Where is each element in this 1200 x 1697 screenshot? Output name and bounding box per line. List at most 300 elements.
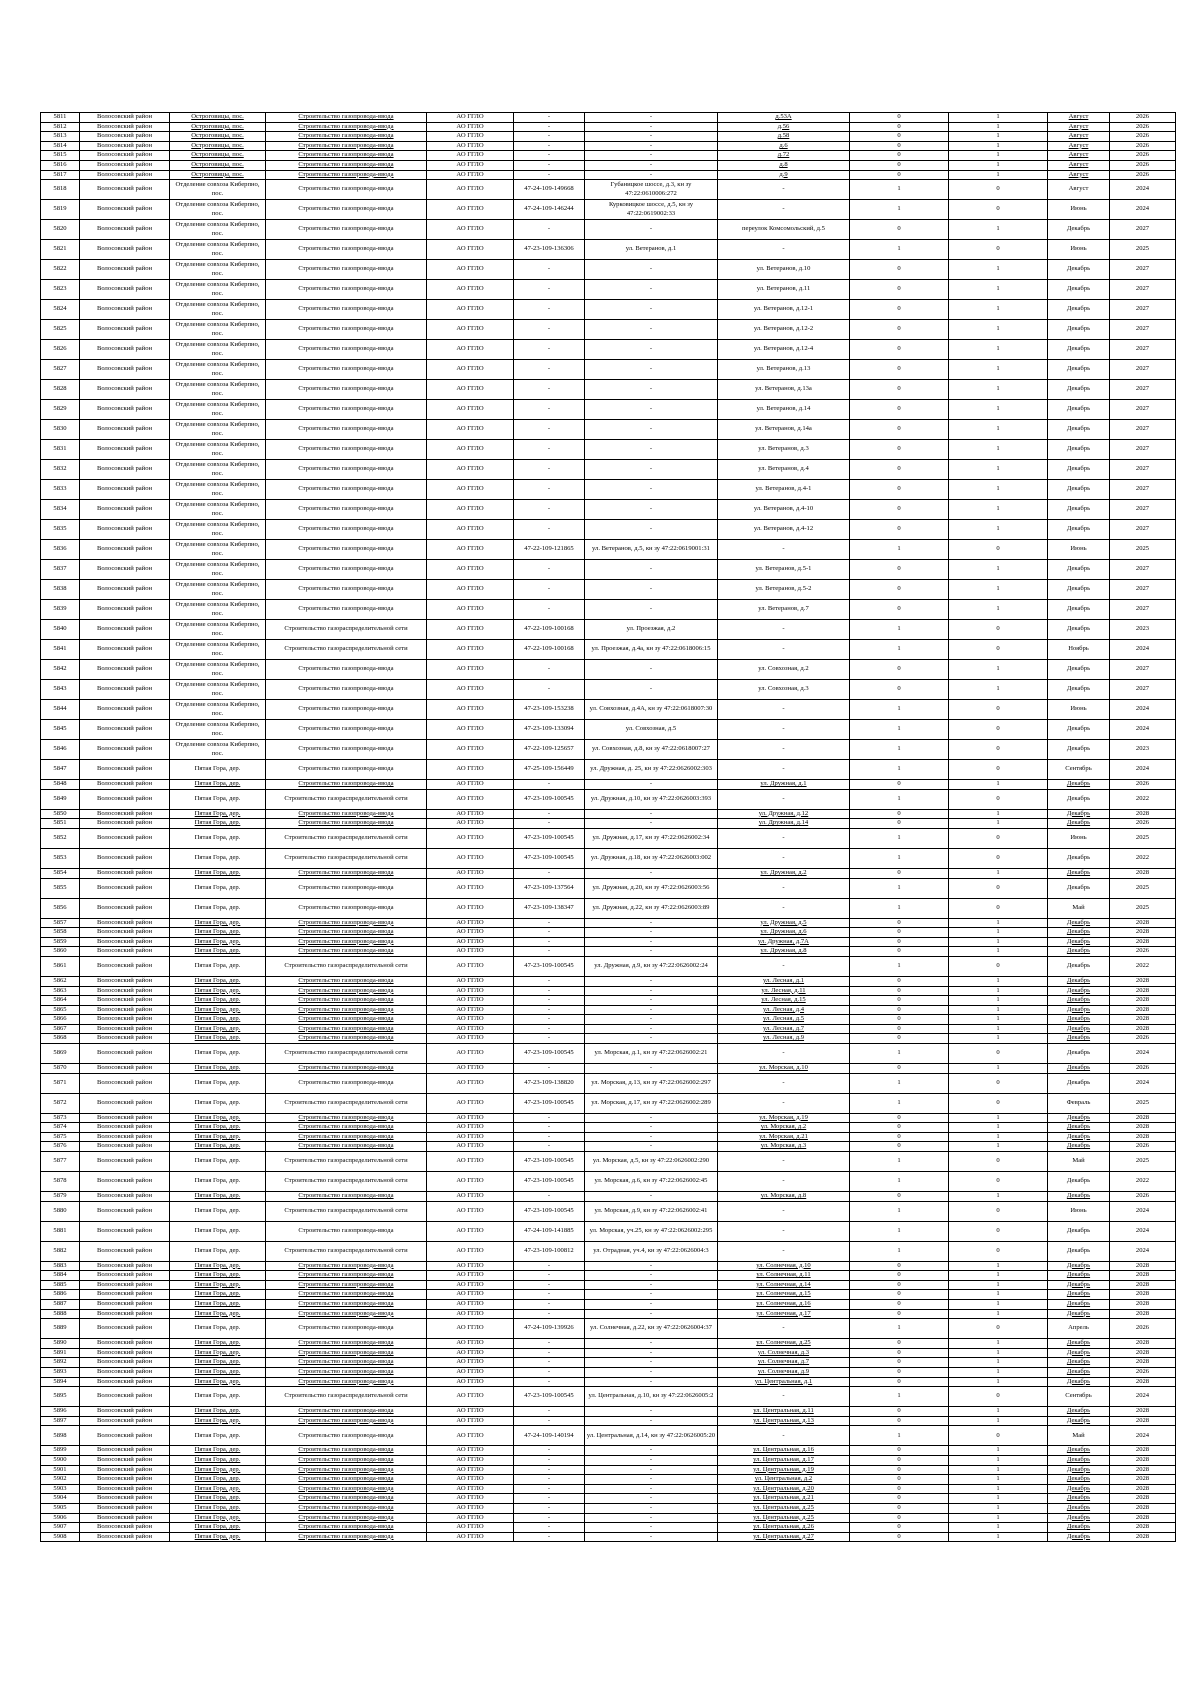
planned-flag-cell: 1 xyxy=(949,1416,1048,1426)
planned-flag-cell: 1 xyxy=(949,320,1048,340)
work-type-cell: Строительство газопровода-ввода xyxy=(266,1142,427,1152)
planned-address-cell: д.58 xyxy=(718,132,850,142)
month-cell: Декабрь xyxy=(1048,996,1110,1006)
organization-cell: АО ГГЛО xyxy=(427,260,514,280)
connected-flag-cell: 0 xyxy=(850,1034,949,1044)
table-row xyxy=(41,260,1176,280)
table-row xyxy=(41,868,1176,878)
month-cell: Декабрь xyxy=(1048,620,1110,640)
table-row xyxy=(41,440,1176,460)
planned-flag-cell: 1 xyxy=(949,1024,1048,1034)
district-cell: Волосовский район xyxy=(80,898,170,918)
connected-flag-cell: 1 xyxy=(850,1152,949,1172)
planned-address-cell: ул. Центральная, д.16 xyxy=(718,1446,850,1456)
district-cell: Волосовский район xyxy=(80,1123,170,1133)
connected-address-cell: - xyxy=(585,1132,718,1142)
connected-flag-cell: 0 xyxy=(850,1494,949,1504)
connected-address-cell: - xyxy=(585,1377,718,1387)
table-row xyxy=(41,220,1176,240)
application-number-cell: 47-23-109-100545 xyxy=(514,1093,585,1113)
organization-cell: АО ГГЛО xyxy=(427,180,514,200)
connected-address-cell: ул. Морская, уч.25, кн зу 47:22:0626002:295 xyxy=(585,1221,718,1241)
organization-cell: АО ГГЛО xyxy=(427,1407,514,1417)
connected-flag-cell: 1 xyxy=(850,700,949,720)
month-cell: Июнь xyxy=(1048,200,1110,220)
organization-cell: АО ГГЛО xyxy=(427,520,514,540)
row-number-cell: 5827 xyxy=(41,360,80,380)
planned-address-cell: ул. Дружная, д.12 xyxy=(718,809,850,819)
row-number-cell: 5822 xyxy=(41,260,80,280)
month-cell: Декабрь xyxy=(1048,1172,1110,1192)
planned-address-cell: - xyxy=(718,1221,850,1241)
organization-cell: АО ГГЛО xyxy=(427,1426,514,1446)
planned-address-cell: - xyxy=(718,1073,850,1093)
application-number-cell: - xyxy=(514,1503,585,1513)
year-cell: 2025 xyxy=(1110,898,1176,918)
application-number-cell: 47-23-109-138347 xyxy=(514,898,585,918)
organization-cell: АО ГГЛО xyxy=(427,1172,514,1192)
table-row xyxy=(41,986,1176,996)
settlement-cell: Пятая Гора, дер. xyxy=(170,976,266,986)
organization-cell: АО ГГЛО xyxy=(427,1201,514,1221)
settlement-cell: Пятая Гора, дер. xyxy=(170,1348,266,1358)
planned-address-cell: - xyxy=(718,1319,850,1339)
row-number-cell: 5817 xyxy=(41,170,80,180)
application-number-cell: - xyxy=(514,1416,585,1426)
district-cell: Волосовский район xyxy=(80,1093,170,1113)
month-cell: Декабрь xyxy=(1048,380,1110,400)
organization-cell: АО ГГЛО xyxy=(427,848,514,868)
table-row xyxy=(41,240,1176,260)
application-number-cell: - xyxy=(514,976,585,986)
application-number-cell: - xyxy=(514,1484,585,1494)
table-row xyxy=(41,113,1176,123)
district-cell: Волосовский район xyxy=(80,151,170,161)
month-cell: Декабрь xyxy=(1048,1064,1110,1074)
connected-address-cell: - xyxy=(585,1015,718,1025)
application-number-cell: - xyxy=(514,480,585,500)
month-cell: Июнь xyxy=(1048,540,1110,560)
application-number-cell: - xyxy=(514,1475,585,1485)
connected-flag-cell: 0 xyxy=(850,1407,949,1417)
settlement-cell: Пятая Гора, дер. xyxy=(170,956,266,976)
work-type-cell: Строительство газораспределительной сети xyxy=(266,640,427,660)
connected-address-cell: - xyxy=(585,170,718,180)
application-number-cell: - xyxy=(514,680,585,700)
settlement-cell: Пятая Гора, дер. xyxy=(170,1073,266,1093)
year-cell: 2026 xyxy=(1110,132,1176,142)
planned-flag-cell: 1 xyxy=(949,1192,1048,1202)
planned-address-cell: ул. Лесная, д.7 xyxy=(718,1024,850,1034)
planned-flag-cell: 1 xyxy=(949,1132,1048,1142)
connected-address-cell: ул. Дружная, д.17, кн зу 47:22:0626002:34 xyxy=(585,828,718,848)
organization-cell: АО ГГЛО xyxy=(427,868,514,878)
settlement-cell: Пятая Гора, дер. xyxy=(170,1446,266,1456)
district-cell: Волосовский район xyxy=(80,1426,170,1446)
connected-flag-cell: 0 xyxy=(850,113,949,123)
connected-flag-cell: 1 xyxy=(850,828,949,848)
row-number-cell: 5856 xyxy=(41,898,80,918)
settlement-cell: Пятая Гора, дер. xyxy=(170,1113,266,1123)
connected-flag-cell: 0 xyxy=(850,420,949,440)
application-number-cell: - xyxy=(514,1024,585,1034)
work-type-cell: Строительство газопровода-ввода xyxy=(266,928,427,938)
year-cell: 2028 xyxy=(1110,1377,1176,1387)
district-cell: Волосовский район xyxy=(80,240,170,260)
month-cell: Декабрь xyxy=(1048,1024,1110,1034)
year-cell: 2024 xyxy=(1110,720,1176,740)
connected-flag-cell: 0 xyxy=(850,1309,949,1319)
planned-flag-cell: 1 xyxy=(949,300,1048,320)
month-cell: Декабрь xyxy=(1048,986,1110,996)
connected-address-cell: ул. Дружная, д.18, кн зу 47:22:0626003:002 xyxy=(585,848,718,868)
table-row xyxy=(41,928,1176,938)
connected-flag-cell: 1 xyxy=(850,1093,949,1113)
year-cell: 2026 xyxy=(1110,1319,1176,1339)
connected-address-cell: ул. Морская, д.5, кн зу 47:22:0626002:290 xyxy=(585,1152,718,1172)
connected-address-cell: - xyxy=(585,141,718,151)
organization-cell: АО ГГЛО xyxy=(427,918,514,928)
work-type-cell: Строительство газораспределительной сети xyxy=(266,1172,427,1192)
connected-flag-cell: 0 xyxy=(850,300,949,320)
row-number-cell: 5901 xyxy=(41,1465,80,1475)
work-type-cell: Строительство газопровода-ввода xyxy=(266,1280,427,1290)
planned-flag-cell: 1 xyxy=(949,420,1048,440)
organization-cell: АО ГГЛО xyxy=(427,620,514,640)
district-cell: Волосовский район xyxy=(80,828,170,848)
settlement-cell: Отделение совхоза Киберпно, пос. xyxy=(170,420,266,440)
settlement-cell: Пятая Гора, дер. xyxy=(170,1387,266,1407)
application-number-cell: - xyxy=(514,320,585,340)
planned-address-cell: ул. Лесная, д.15 xyxy=(718,996,850,1006)
connected-flag-cell: 0 xyxy=(850,380,949,400)
application-number-cell: 47-23-109-100545 xyxy=(514,956,585,976)
application-number-cell: - xyxy=(514,1513,585,1523)
month-cell: Декабрь xyxy=(1048,878,1110,898)
connected-flag-cell: 0 xyxy=(850,1455,949,1465)
table-row xyxy=(41,122,1176,132)
connected-address-cell: ул. Центральная, д.10, кн зу 47:22:0626005:2 xyxy=(585,1387,718,1407)
row-number-cell: 5870 xyxy=(41,1064,80,1074)
work-type-cell: Строительство газопровода-ввода xyxy=(266,1494,427,1504)
planned-flag-cell: 1 xyxy=(949,560,1048,580)
organization-cell: АО ГГЛО xyxy=(427,1064,514,1074)
connected-address-cell: - xyxy=(585,560,718,580)
table-row xyxy=(41,1446,1176,1456)
district-cell: Волосовский район xyxy=(80,1455,170,1465)
organization-cell: АО ГГЛО xyxy=(427,956,514,976)
planned-address-cell: ул. Лесная, д.1 xyxy=(718,976,850,986)
planned-address-cell: - xyxy=(718,640,850,660)
table-row xyxy=(41,660,1176,680)
district-cell: Волосовский район xyxy=(80,260,170,280)
application-number-cell: 47-23-109-100545 xyxy=(514,1201,585,1221)
organization-cell: АО ГГЛО xyxy=(427,928,514,938)
connected-address-cell: - xyxy=(585,1123,718,1133)
table-row xyxy=(41,280,1176,300)
connected-address-cell: - xyxy=(585,1280,718,1290)
work-type-cell: Строительство газопровода-ввода xyxy=(266,660,427,680)
district-cell: Волосовский район xyxy=(80,220,170,240)
connected-address-cell: ул. Проезжая, д.2 xyxy=(585,620,718,640)
connected-flag-cell: 0 xyxy=(850,480,949,500)
planned-flag-cell: 0 xyxy=(949,1426,1048,1446)
settlement-cell: Пятая Гора, дер. xyxy=(170,918,266,928)
district-cell: Волосовский район xyxy=(80,1172,170,1192)
work-type-cell: Строительство газораспределительной сети xyxy=(266,956,427,976)
settlement-cell: Пятая Гора, дер. xyxy=(170,1015,266,1025)
connected-address-cell: - xyxy=(585,928,718,938)
connected-flag-cell: 0 xyxy=(850,1367,949,1377)
planned-address-cell: д.56 xyxy=(718,122,850,132)
connected-flag-cell: 0 xyxy=(850,996,949,1006)
year-cell: 2028 xyxy=(1110,986,1176,996)
connected-address-cell: ул. Морская, д.1, кн зу 47:22:0626002:21 xyxy=(585,1044,718,1064)
settlement-cell: Остроговицы, пос. xyxy=(170,122,266,132)
connected-flag-cell: 0 xyxy=(850,1192,949,1202)
planned-flag-cell: 1 xyxy=(949,976,1048,986)
work-type-cell: Строительство газопровода-ввода xyxy=(266,1446,427,1456)
month-cell: Декабрь xyxy=(1048,1044,1110,1064)
connected-address-cell: - xyxy=(585,1407,718,1417)
district-cell: Волосовский район xyxy=(80,976,170,986)
work-type-cell: Строительство газопровода-ввода xyxy=(266,780,427,790)
connected-address-cell: - xyxy=(585,460,718,480)
planned-address-cell: - xyxy=(718,1387,850,1407)
planned-address-cell: - xyxy=(718,898,850,918)
organization-cell: АО ГГЛО xyxy=(427,1044,514,1064)
planned-flag-cell: 1 xyxy=(949,996,1048,1006)
connected-flag-cell: 0 xyxy=(850,1271,949,1281)
organization-cell: АО ГГЛО xyxy=(427,986,514,996)
connected-address-cell: ул. Морская, д.13, кн зу 47:22:0626002:297 xyxy=(585,1073,718,1093)
connected-address-cell: - xyxy=(585,132,718,142)
month-cell: Апрель xyxy=(1048,1319,1110,1339)
application-number-cell: 47-23-109-100545 xyxy=(514,828,585,848)
district-cell: Волосовский район xyxy=(80,947,170,957)
row-number-cell: 5899 xyxy=(41,1446,80,1456)
planned-flag-cell: 1 xyxy=(949,928,1048,938)
connected-flag-cell: 0 xyxy=(850,660,949,680)
month-cell: Декабрь xyxy=(1048,480,1110,500)
organization-cell: АО ГГЛО xyxy=(427,789,514,809)
month-cell: Декабрь xyxy=(1048,660,1110,680)
table-row xyxy=(41,937,1176,947)
district-cell: Волосовский район xyxy=(80,620,170,640)
row-number-cell: 5890 xyxy=(41,1339,80,1349)
planned-flag-cell: 1 xyxy=(949,1271,1048,1281)
district-cell: Волосовский район xyxy=(80,1044,170,1064)
planned-address-cell: ул. Центральная, д.21 xyxy=(718,1494,850,1504)
planned-address-cell: ул. Дружная, д.14 xyxy=(718,819,850,829)
year-cell: 2026 xyxy=(1110,1192,1176,1202)
organization-cell: АО ГГЛО xyxy=(427,898,514,918)
connected-flag-cell: 0 xyxy=(850,1261,949,1271)
year-cell: 2028 xyxy=(1110,1484,1176,1494)
settlement-cell: Отделение совхоза Киберпно, пос. xyxy=(170,280,266,300)
settlement-cell: Остроговицы, пос. xyxy=(170,132,266,142)
connected-address-cell: - xyxy=(585,380,718,400)
settlement-cell: Пятая Гора, дер. xyxy=(170,1201,266,1221)
planned-address-cell: - xyxy=(718,828,850,848)
table-row xyxy=(41,1407,1176,1417)
planned-flag-cell: 0 xyxy=(949,760,1048,780)
work-type-cell: Строительство газопровода-ввода xyxy=(266,141,427,151)
connected-address-cell: - xyxy=(585,1339,718,1349)
planned-address-cell: ул. Центральная, д.11 xyxy=(718,1407,850,1417)
work-type-cell: Строительство газопровода-ввода xyxy=(266,1015,427,1025)
settlement-cell: Пятая Гора, дер. xyxy=(170,1367,266,1377)
row-number-cell: 5889 xyxy=(41,1319,80,1339)
planned-address-cell: ул. Центральная, д.25 xyxy=(718,1513,850,1523)
year-cell: 2025 xyxy=(1110,828,1176,848)
settlement-cell: Пятая Гора, дер. xyxy=(170,1271,266,1281)
row-number-cell: 5902 xyxy=(41,1475,80,1485)
planned-address-cell: - xyxy=(718,1093,850,1113)
connected-address-cell: - xyxy=(585,680,718,700)
connected-flag-cell: 0 xyxy=(850,780,949,790)
table-row xyxy=(41,300,1176,320)
connected-flag-cell: 0 xyxy=(850,918,949,928)
planned-address-cell: д.72 xyxy=(718,151,850,161)
organization-cell: АО ГГЛО xyxy=(427,996,514,1006)
organization-cell: АО ГГЛО xyxy=(427,1465,514,1475)
planned-flag-cell: 1 xyxy=(949,132,1048,142)
planned-flag-cell: 0 xyxy=(949,540,1048,560)
year-cell: 2028 xyxy=(1110,1113,1176,1123)
district-cell: Волосовский район xyxy=(80,1367,170,1377)
table-row xyxy=(41,170,1176,180)
connected-address-cell: ул. Ветеранов, д.1 xyxy=(585,240,718,260)
connected-address-cell: - xyxy=(585,819,718,829)
planned-flag-cell: 1 xyxy=(949,460,1048,480)
row-number-cell: 5878 xyxy=(41,1172,80,1192)
planned-flag-cell: 1 xyxy=(949,1475,1048,1485)
year-cell: 2028 xyxy=(1110,1024,1176,1034)
connected-flag-cell: 0 xyxy=(850,1446,949,1456)
district-cell: Волосовский район xyxy=(80,1132,170,1142)
connected-address-cell: - xyxy=(585,113,718,123)
year-cell: 2027 xyxy=(1110,520,1176,540)
connected-address-cell: - xyxy=(585,1300,718,1310)
row-number-cell: 5830 xyxy=(41,420,80,440)
year-cell: 2028 xyxy=(1110,1513,1176,1523)
month-cell: Февраль xyxy=(1048,1093,1110,1113)
district-cell: Волосовский район xyxy=(80,789,170,809)
connected-address-cell: - xyxy=(585,976,718,986)
connected-address-cell: - xyxy=(585,520,718,540)
work-type-cell: Строительство газораспределительной сети xyxy=(266,1152,427,1172)
planned-address-cell: - xyxy=(718,1044,850,1064)
work-type-cell: Строительство газопровода-ввода xyxy=(266,420,427,440)
settlement-cell: Пятая Гора, дер. xyxy=(170,1455,266,1465)
settlement-cell: Остроговицы, пос. xyxy=(170,151,266,161)
application-number-cell: 47-23-109-100545 xyxy=(514,1172,585,1192)
month-cell: Декабрь xyxy=(1048,1348,1110,1358)
district-cell: Волосовский район xyxy=(80,200,170,220)
settlement-cell: Пятая Гора, дер. xyxy=(170,1221,266,1241)
row-number-cell: 5837 xyxy=(41,560,80,580)
organization-cell: АО ГГЛО xyxy=(427,1455,514,1465)
district-cell: Волосовский район xyxy=(80,1201,170,1221)
year-cell: 2028 xyxy=(1110,868,1176,878)
organization-cell: АО ГГЛО xyxy=(427,1005,514,1015)
organization-cell: АО ГГЛО xyxy=(427,400,514,420)
month-cell: Декабрь xyxy=(1048,280,1110,300)
connected-address-cell: - xyxy=(585,1532,718,1542)
connected-flag-cell: 0 xyxy=(850,360,949,380)
settlement-cell: Пятая Гора, дер. xyxy=(170,828,266,848)
district-cell: Волосовский район xyxy=(80,1532,170,1542)
district-cell: Волосовский район xyxy=(80,280,170,300)
district-cell: Волосовский район xyxy=(80,1319,170,1339)
planned-flag-cell: 0 xyxy=(949,700,1048,720)
application-number-cell: - xyxy=(514,1064,585,1074)
district-cell: Волосовский район xyxy=(80,180,170,200)
month-cell: Декабрь xyxy=(1048,580,1110,600)
table-row xyxy=(41,809,1176,819)
organization-cell: АО ГГЛО xyxy=(427,1034,514,1044)
application-number-cell: - xyxy=(514,660,585,680)
planned-address-cell: - xyxy=(718,848,850,868)
planned-flag-cell: 1 xyxy=(949,440,1048,460)
application-number-cell: 47-23-109-138820 xyxy=(514,1073,585,1093)
connected-address-cell: - xyxy=(585,918,718,928)
month-cell: Декабрь xyxy=(1048,360,1110,380)
year-cell: 2026 xyxy=(1110,1142,1176,1152)
application-number-cell: - xyxy=(514,1192,585,1202)
organization-cell: АО ГГЛО xyxy=(427,700,514,720)
work-type-cell: Строительство газораспределительной сети xyxy=(266,1387,427,1407)
connected-address-cell: - xyxy=(585,160,718,170)
connected-address-cell: - xyxy=(585,1113,718,1123)
settlement-cell: Пятая Гора, дер. xyxy=(170,898,266,918)
planned-address-cell: ул. Дружная, д.1 xyxy=(718,780,850,790)
row-number-cell: 5859 xyxy=(41,937,80,947)
organization-cell: АО ГГЛО xyxy=(427,1221,514,1241)
month-cell: Декабрь xyxy=(1048,937,1110,947)
organization-cell: АО ГГЛО xyxy=(427,760,514,780)
table-row xyxy=(41,789,1176,809)
row-number-cell: 5894 xyxy=(41,1377,80,1387)
year-cell: 2028 xyxy=(1110,1494,1176,1504)
work-type-cell: Строительство газопровода-ввода xyxy=(266,113,427,123)
district-cell: Волосовский район xyxy=(80,918,170,928)
work-type-cell: Строительство газопровода-ввода xyxy=(266,937,427,947)
planned-address-cell: ул. Ветеранов, д.11 xyxy=(718,280,850,300)
connected-flag-cell: 0 xyxy=(850,1123,949,1133)
application-number-cell: - xyxy=(514,1015,585,1025)
application-number-cell: 47-25-109-156449 xyxy=(514,760,585,780)
table-row xyxy=(41,878,1176,898)
connected-address-cell: - xyxy=(585,1484,718,1494)
connected-flag-cell: 0 xyxy=(850,151,949,161)
planned-flag-cell: 1 xyxy=(949,280,1048,300)
district-cell: Волосовский район xyxy=(80,360,170,380)
connected-address-cell: ул. Солнечная, д.22, кн зу 47:22:0626004:37 xyxy=(585,1319,718,1339)
month-cell: Декабрь xyxy=(1048,848,1110,868)
work-type-cell: Строительство газопровода-ввода xyxy=(266,868,427,878)
row-number-cell: 5845 xyxy=(41,720,80,740)
district-cell: Волосовский район xyxy=(80,1358,170,1368)
month-cell: Декабрь xyxy=(1048,740,1110,760)
table-row xyxy=(41,520,1176,540)
month-cell: Декабрь xyxy=(1048,1034,1110,1044)
connected-address-cell: - xyxy=(585,1503,718,1513)
settlement-cell: Пятая Гора, дер. xyxy=(170,1142,266,1152)
organization-cell: АО ГГЛО xyxy=(427,1358,514,1368)
district-cell: Волосовский район xyxy=(80,680,170,700)
